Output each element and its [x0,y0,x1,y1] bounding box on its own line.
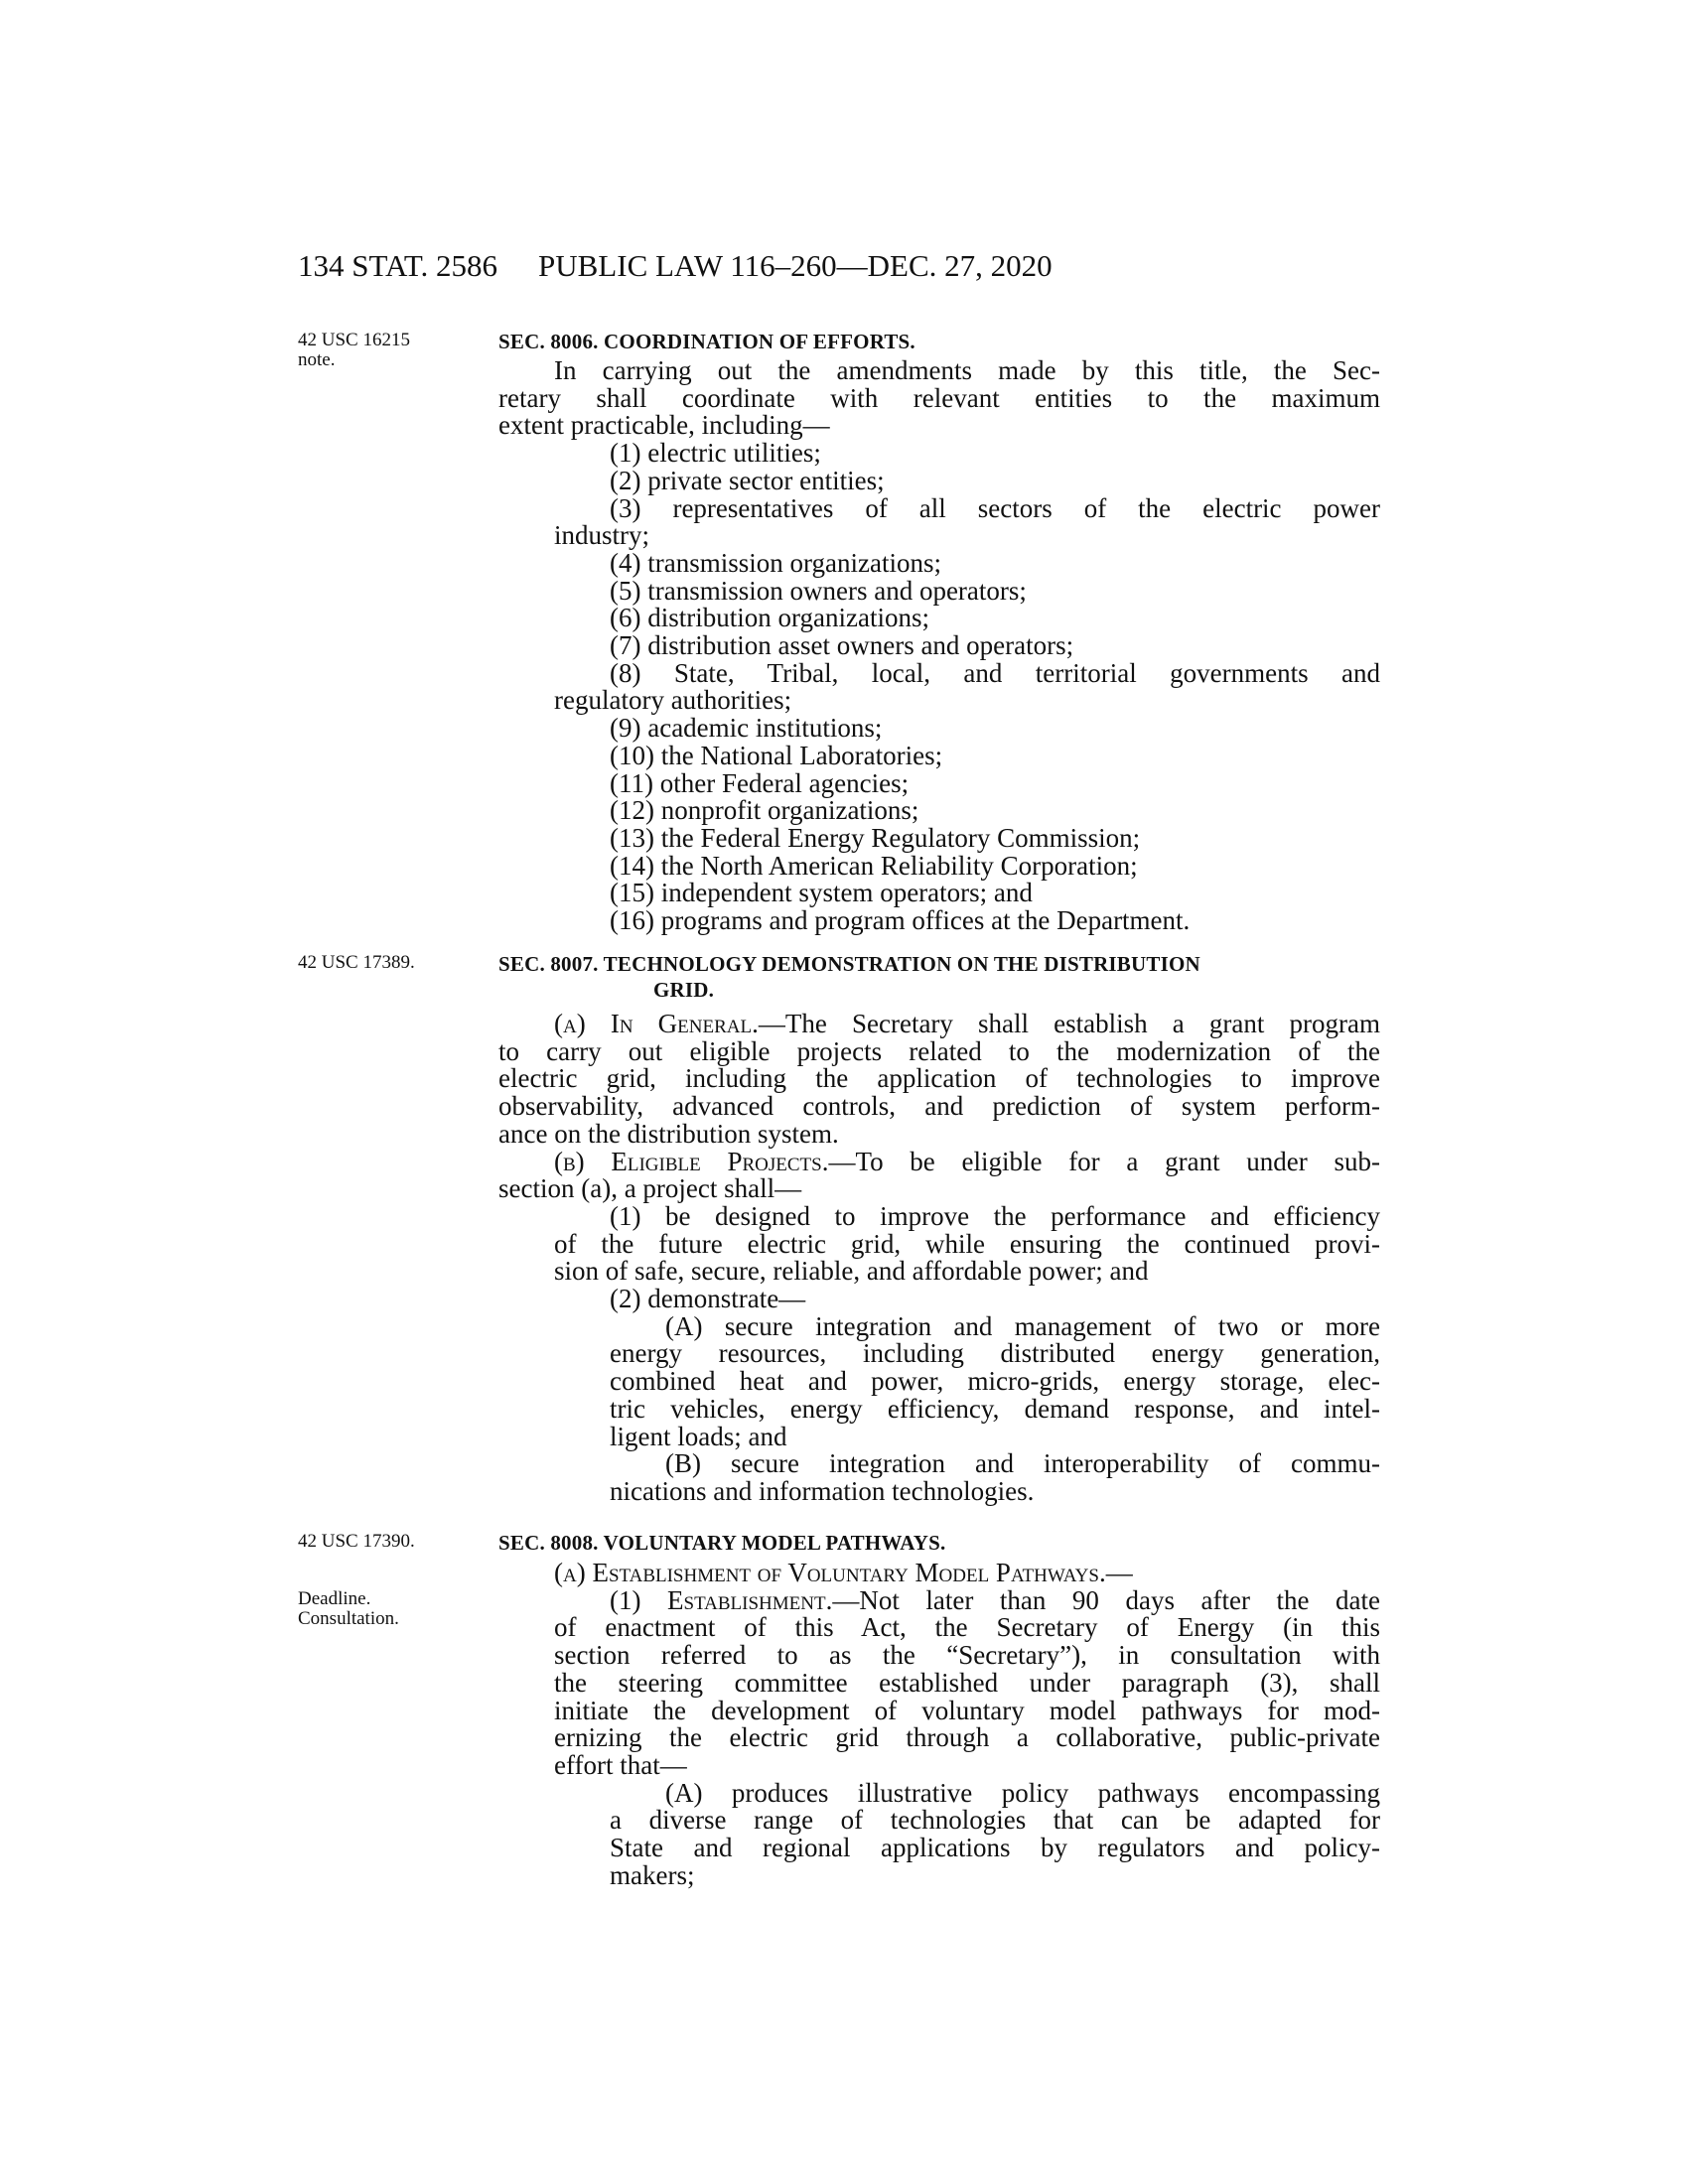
paragraph-1 [498,1584,1380,1615]
list-item-continuation: regulatory authorities; [554,685,792,716]
list-item-continuation: makers; [610,1859,695,1890]
public-law-citation: PUBLIC LAW 116–260—DEC. 27, 2020 [538,248,1053,283]
list-item: (A) secure integration and management of two or more [665,1310,1380,1341]
list-item-continuation: ligent loads; and [610,1421,787,1451]
list-item: (14) the North American Reliability Corporation; [610,850,1138,881]
text-line: the steering committee established under paragraph (3), shall [554,1667,1380,1698]
list-item: (10) the National Laboratories; [610,740,943,770]
list-item: (1) be designed to improve the performance and efficiency [610,1200,1380,1231]
subsection-a-heading: (a) Establishment of Voluntary Model Pathways. [554,1558,1106,1587]
list-item: (11) other Federal agencies; [610,767,910,798]
text-line: retary shall coordinate with relevant entities to the maximum [498,382,1380,413]
list-item: (5) transmission owners and operators; [610,575,1027,606]
list-item-continuation: a diverse range of technologies that can be adapted for [610,1805,1380,1836]
list-item: (A) produces illustrative policy pathways encompassing [665,1777,1380,1808]
subsection-a-dash: — [1105,1558,1133,1587]
list-item: (3) representatives of all sectors of the electric power [610,492,1380,523]
list-item: (6) distribution organizations; [610,603,929,633]
paragraph-1-text: —Not later than 90 days after the date [832,1584,1380,1615]
list-item-continuation: industry; [554,520,650,551]
text-line: section (a), a project shall— [498,1173,802,1204]
list-item: (15) independent system operators; and [610,878,1033,908]
list-item: (1) electric utilities; [610,438,821,469]
list-item: (2) private sector entities; [610,465,885,495]
margin-note-usc-17389: 42 USC 17389. [298,952,415,973]
section-8006-heading: SEC. 8006. COORDINATION OF EFFORTS. [498,330,915,353]
section-8007-heading-line2: GRID. [653,978,715,1002]
list-item-continuation: combined heat and power, micro-grids, energy storage, elec- [610,1366,1380,1397]
text-line: electric grid, including the application of technologies to improve [498,1063,1380,1094]
stat-page-number: 134 STAT. 2586 [298,248,498,283]
list-item: (9) academic institutions; [610,713,883,744]
paragraph-1-heading: (1) Establishment. [610,1584,833,1615]
subsection-b-text: —To be eligible for a grant under sub- [828,1146,1380,1176]
section-8007-heading [498,951,1380,1003]
list-item: (12) nonprofit organizations; [610,795,919,826]
section-8007-body [498,1011,1380,1506]
list-item-continuation: energy resources, including distributed energy generation, [610,1338,1380,1369]
list-item-continuation: nications and information technologies. [610,1475,1035,1506]
list-item-continuation: tric vehicles, energy efficiency, demand response, and intel- [610,1393,1380,1424]
subsection-b [498,1146,1380,1176]
text-line: section referred to as the “Secretary”), in consultation with [554,1640,1380,1671]
text-line: ance on the distribution system. [498,1118,839,1149]
list-item-continuation: State and regional applications by regulators and policy- [610,1833,1380,1863]
list-item: (B) secure integration and interoperability of commu- [665,1448,1380,1479]
list-item: (13) the Federal Energy Regulatory Commission; [610,822,1141,853]
subsection-a-text: —The Secretary shall establish a grant program [758,1009,1380,1038]
section-8006-body [498,357,1380,935]
text-line: In carrying out the amendments made by this title, the Sec- [554,355,1380,385]
margin-note-usc-17390: 42 USC 17390. [298,1531,415,1552]
subsection-a [498,1560,1380,1587]
list-item: (2) demonstrate— [610,1284,806,1314]
text-line: effort that— [554,1749,687,1780]
text-line: observability, advanced controls, and prediction of system perform- [498,1091,1380,1122]
list-item: (16) programs and program offices at the Department. [610,905,1191,936]
section-8007-heading-line1: SEC. 8007. TECHNOLOGY DEMONSTRATION ON THE DISTRIBUTION [498,952,1200,976]
margin-note-deadline-consultation: Deadline. Consultation. [298,1588,399,1629]
text-line: to carry out eligible projects related to the modernization of the [498,1035,1380,1066]
subsection-a [498,1011,1380,1038]
margin-note-usc-16215: 42 USC 16215 note. [298,330,410,370]
text-line: initiate the development of voluntary model pathways for mod- [554,1695,1380,1725]
list-item: (4) transmission organizations; [610,547,941,578]
subsection-b-heading: (b) Eligible Projects. [554,1146,829,1176]
section-8008-body [498,1560,1380,1889]
list-item: (8) State, Tribal, local, and territorial governments and [610,657,1380,688]
text-line: extent practicable, including— [498,410,830,441]
list-item-continuation: of the future electric grid, while ensuring the continued provi- [554,1228,1380,1259]
list-item-continuation: sion of safe, secure, reliable, and affordable power; and [554,1256,1149,1287]
subsection-a-heading: (a) In General. [554,1009,759,1038]
section-8008-heading: SEC. 8008. VOLUNTARY MODEL PATHWAYS. [498,1531,946,1555]
text-line: ernizing the electric grid through a collaborative, public-private [554,1722,1380,1753]
text-line: of enactment of this Act, the Secretary of Energy (in this [554,1612,1380,1643]
list-item: (7) distribution asset owners and operators; [610,630,1074,661]
